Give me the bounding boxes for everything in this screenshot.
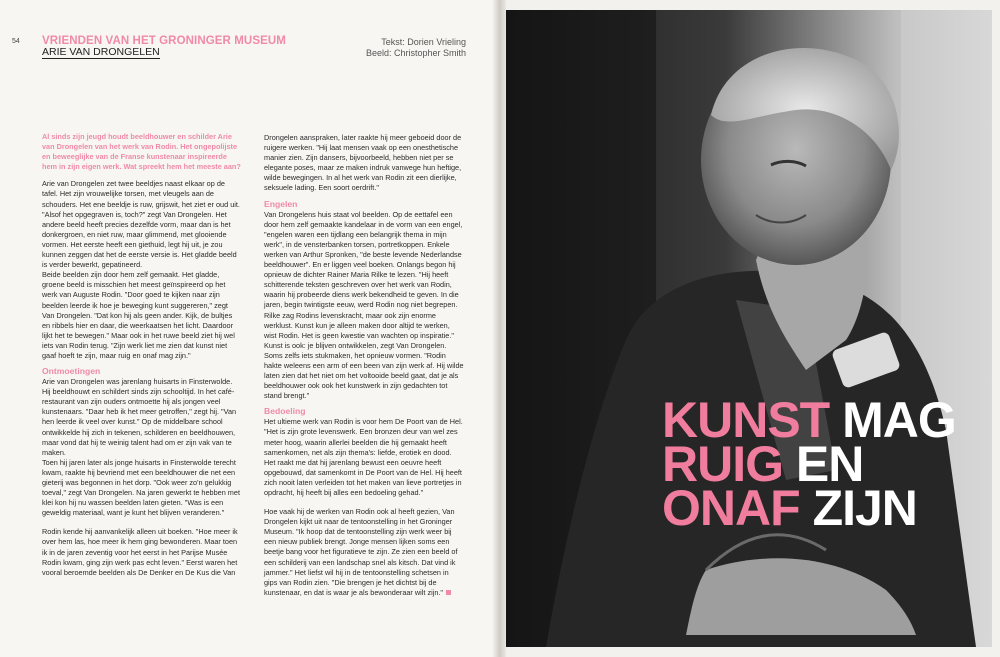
end-of-article-icon [446,590,451,595]
headline-word: MAG [842,392,956,448]
article-paragraph: Van Drongelens huis staat vol beelden. Op de eettafel een door hem zelf gemaakte kandelaar in de vorm van een engel, "engelen waren een tijdlang een belangrijk thema in mijn werk", in de vensterbanken torsen, portretkoppen. Enkele werken van Arthur Spronken, "de beste levende Nederlandse beeldhouwer". En er liggen veel boeken. Onlangs begon hij opnieuw de dichter Rainer Maria Rilke te lezen. "Hij heeft schitterende teksten geschreven over het werk van Rodin, waarin hij probeerde diens werk bekendheid te geven. In die jaren, begin twintigste eeuw, werd Rodin nog niet begrepen. Rilke zag Rodins levenskracht, maar ook zijn enorme werklust. Kunst kun je alleen maken door altijd te werken, wist Rodin. Het is geen kwestie van wachten op inspiratie." Kunst is ook: je blijven ontwikkelen, zegt Van Drongelen. Soms zelfs iets stukmaken, het opnieuw vormen. "Rodin hakte weleens een arm of een been van zijn werk af. Hij wilde laten zien dat het niet om het voltooide beeld gaat, dat je als beeldhouwer ook ook het kunstwerk in zijn gedachten tot stand brengt." [264,209,464,401]
article-paragraph: Het ultieme werk van Rodin is voor hem De Poort van de Hel. "Het is zijn grote levenswerk. Een bronzen deur van wel zes meter hoog, waarin allerlei beelden die hij gemaakt heeft samenkomen, net als zijn thema's: liefde, erotiek en dood. Het raakt me dat hij jarenlang bewust een oeuvre heeft opgebouwd, dat samenkomt in De Poort van de Hel. Hij heeft zich nooit laten verleiden tot het maken van lieve portretjes in opdracht, hij heeft bij alles een bedoeling gehad." [264,417,463,497]
article-paragraph: Beide beelden zijn door hem zelf gemaakt. Het gladde, groene beeld is misschien het meest geïnspireerd op het werk van Auguste Rodin. "Door goed te kijken naar zijn beelden leerde ik hoe je beweging kunt suggereren," zegt Van Drongelen. "Dat kon hij als geen ander. Kijk, de bultjes en ribbels hier en daar, die weerkaatsen het licht. Daardoor lijkt het te bewegen." Maar ook in het ruwe beeld ziet hij wel iets van Rodin terug. "Zijn werk liet me zien dat kunst niet gaaf hoeft te zijn, maar ruig en onaf mag zijn." [42,270,235,360]
subheading-ontmoetingen: Ontmoetingen [42,366,101,377]
right-page [506,0,1000,657]
article-paragraph: Arie van Drongelen was jarenlang huisarts in Finsterwolde. Hij beeldhouwt en schildert sinds zijn schooltijd. In het café-restaurant van zijn ouders ontmoette hij als jongen veel kunstenaars. "Daar heb ik het meer getroffen," zegt hij. "Van hen leerde ik veel over kunst." Op de middelbare school ontwikkelde hij zich in tekenen, schilderen en beeldhouwen, maar vond dat hij te weinig talent had om er zijn vak van te maken. [42,377,237,457]
article-column-1 [42,132,242,578]
section-kicker: VRIENDEN VAN HET GRONINGER MUSEUM [42,35,286,47]
article-intro: Al sinds zijn jeugd houdt beeldhouwer en schilder Arie van Drongelen van het werk van Rodin. Het ongepolijste en beweeglijke van de Franse kunstenaar inspireerde hem in zijn eigen werk. Wat spreekt hem het meeste aan? [42,132,241,172]
page-gutter [492,0,506,657]
headline-word: ONAF [662,480,800,536]
portrait-photo [506,10,992,647]
headline-line-3 [662,480,956,536]
left-page [0,0,496,657]
headline [662,392,956,536]
credit-text: Tekst: Dorien Vrieling [381,37,466,47]
subheading-bedoeling: Bedoeling [264,406,306,417]
headline-word: ZIJN [812,480,917,536]
subheading-engelen: Engelen [264,198,298,209]
credit-image: Beeld: Christopher Smith [365,48,466,58]
article-paragraph: Rodin kende hij aanvankelijk alleen uit boeken. "Hoe meer ik over hem las, hoe meer ik hem ging bewonderen. Maar toen ik in de jaren zeventig voor het eerst in het Parijse Musée Rodin kwam, ging zijn werk pas echt leven." Eerst waren het vooral beroemde beelden als De Denker en De Kus die Van [42,527,238,577]
article-paragraph-text: Hoe vaak hij de werken van Rodin ook al heeft gezien, Van Drongelen kijkt uit naar de tentoonstelling in het Groninger Museum. "Ik hoop dat de tentoonstelling zijn werk weer bij een nieuw publiek brengt. Jonge mensen lijken soms een beetje bang voor het figuratieve te zijn. Ze zien een beeld of een schilderij van een landschap snel als kitsch. Dat vind ik jammer." Het liefst wil hij in de tentoonstelling schetsen in gips van Rodin zien. "Die brengen je het dichtst bij de kunstenaar, en dat is waar je als bewonderaar wilt zijn." [264,507,458,597]
article-credits [366,37,466,59]
page-number: 54 [12,38,20,45]
article-paragraph-last [264,507,464,598]
section-subkicker: ARIE VAN DRONGELEN [42,46,160,58]
article-paragraph: Arie van Drongelen zet twee beeldjes naast elkaar op de tafel. Het zijn vrouwelijke torsen, met vleugels aan de schouders. Het ene beeldje is ruw, grijswit, het ziet er oud uit. "Alsof het opgegraven is, toch?" zegt Van Drongelen. Het andere beeld heeft precies dezelfde vorm, maar dan is het donkergroen, en niet ruw, maar glimmend, met glooiende vormen. Het eerste heeft een giethuid, legt hij uit, je zou kunnen zeggen dat het de eerste versie is. Het gladde beeld is verder bewerkt, gepatineerd. [42,179,240,270]
headline-word: EN [795,436,864,492]
headline-word: KUNST [662,392,830,448]
headline-word: RUIG [662,436,783,492]
article-paragraph: Toen hij jaren later als jonge huisarts in Finsterwolde terecht kwam, raakte hij bevriend met een beeldhouwer die net een gieterij was begonnen in het dorp. "Ook weer zo'n gelukkig toeval," zegt Van Drongelen. Na jaren gewerkt te hebben met klei kon hij nu wassen beelden laten gieten. "Was is een geweldig materiaal, want je kunt het blijven veranderen." [42,457,240,518]
article-column-2 [264,133,464,598]
article-paragraph: Drongelen aanspraken, later raakte hij meer geboeid door de ruigere werken. "Hij laat mensen vaak op een onesthetische manier zien. Zijn dansers, bijvoorbeeld, hebben niet per se elegante poses, maar ze maken indruk vanwege hun heftige, wilde bewegingen. In al het werk van Rodin zit een dierlijke, seksuele lading. Een soort oerdrift." [264,133,462,193]
